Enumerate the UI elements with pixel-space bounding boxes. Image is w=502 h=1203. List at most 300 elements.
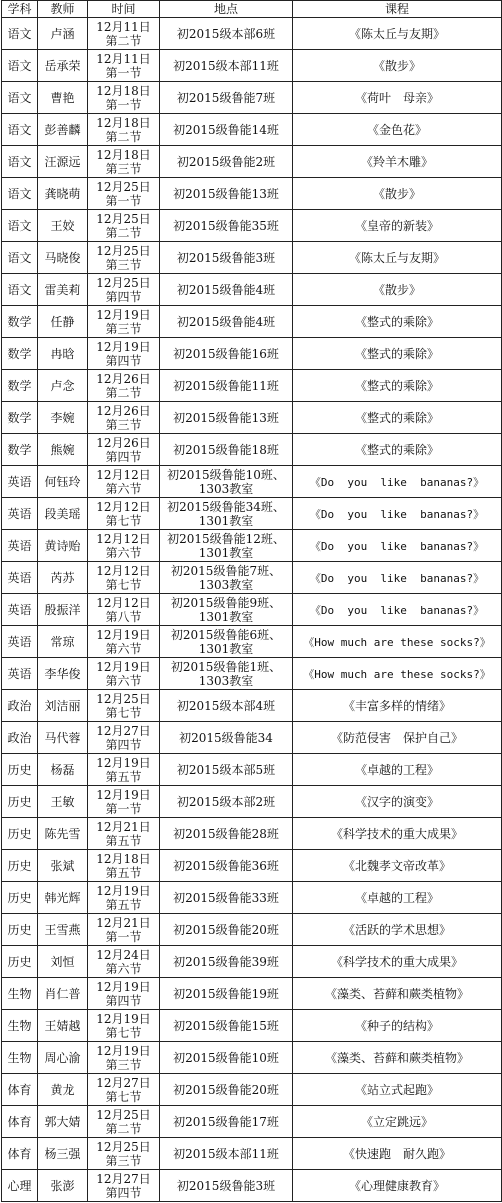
course-cell: 《科学技术的重大成果》 xyxy=(293,946,502,978)
teacher-cell: 李婉 xyxy=(38,402,88,434)
teacher-cell: 黄诗贻 xyxy=(38,530,88,562)
table-row xyxy=(2,594,502,626)
course-cell: 《卓越的工程》 xyxy=(293,882,502,914)
subject-cell: 体育 xyxy=(2,1106,38,1138)
subject-cell: 语文 xyxy=(2,178,38,210)
teacher-cell: 岳承荣 xyxy=(38,50,88,82)
period-text: 第二节 xyxy=(105,129,142,144)
subject-cell: 英语 xyxy=(2,658,38,690)
period-text: 第四节 xyxy=(105,289,142,304)
period-text: 第四节 xyxy=(105,993,142,1008)
period-text: 第五节 xyxy=(105,769,142,784)
time-cell xyxy=(88,306,160,338)
header-teacher: 教师 xyxy=(38,1,88,18)
place-line-1: 初2015级本部11班 xyxy=(173,1146,279,1161)
time-cell xyxy=(88,882,160,914)
date-text: 12月27日 xyxy=(96,1075,151,1090)
place-cell xyxy=(160,82,293,114)
subject-cell: 语文 xyxy=(2,146,38,178)
course-cell: 《荷叶 母亲》 xyxy=(293,82,502,114)
time-cell xyxy=(88,1106,160,1138)
place-line-1: 初2015级鲁能18班 xyxy=(173,442,279,457)
teacher-cell: 王敏 xyxy=(38,786,88,818)
subject-cell: 语文 xyxy=(2,210,38,242)
time-cell xyxy=(88,626,160,658)
teacher-cell: 王姣 xyxy=(38,210,88,242)
course-cell: 《Do you like bananas?》 xyxy=(293,466,502,498)
course-cell: 《整式的乘除》 xyxy=(293,306,502,338)
teacher-cell: 王雪燕 xyxy=(38,914,88,946)
course-cell: 《活跃的学术思想》 xyxy=(293,914,502,946)
table-row xyxy=(2,722,502,754)
subject-cell: 语文 xyxy=(2,82,38,114)
date-text: 12月26日 xyxy=(96,403,151,418)
date-text: 12月27日 xyxy=(96,1171,151,1186)
table-row xyxy=(2,1074,502,1106)
subject-cell: 历史 xyxy=(2,754,38,786)
period-text: 第七节 xyxy=(105,1025,142,1040)
teacher-cell: 马代蓉 xyxy=(38,722,88,754)
period-text: 第五节 xyxy=(105,833,142,848)
subject-cell: 生物 xyxy=(2,1010,38,1042)
place-line-1: 初2015级鲁能3班 xyxy=(176,1178,276,1193)
course-cell: 《种子的结构》 xyxy=(293,1010,502,1042)
subject-cell: 政治 xyxy=(2,690,38,722)
place-line-1: 初2015级鲁能20班 xyxy=(173,922,279,937)
subject-cell: 语文 xyxy=(2,18,38,50)
course-cell: 《汉字的演变》 xyxy=(293,786,502,818)
place-cell xyxy=(160,946,293,978)
table-row xyxy=(2,114,502,146)
table-row xyxy=(2,146,502,178)
time-cell xyxy=(88,146,160,178)
subject-cell: 历史 xyxy=(2,818,38,850)
place-cell xyxy=(160,658,293,690)
place-cell xyxy=(160,146,293,178)
place-line-2: 1303教室 xyxy=(198,577,254,592)
subject-cell: 数学 xyxy=(2,434,38,466)
place-cell xyxy=(160,402,293,434)
date-text: 12月12日 xyxy=(96,531,151,546)
period-text: 第五节 xyxy=(105,897,142,912)
teacher-cell: 韩光辉 xyxy=(38,882,88,914)
table-row xyxy=(2,338,502,370)
table-row xyxy=(2,882,502,914)
date-text: 12月19日 xyxy=(96,1043,151,1058)
time-cell xyxy=(88,786,160,818)
period-text: 第二节 xyxy=(105,33,142,48)
teacher-cell: 彭善麟 xyxy=(38,114,88,146)
date-text: 12月27日 xyxy=(96,723,151,738)
teacher-cell: 常琼 xyxy=(38,626,88,658)
table-row xyxy=(2,1106,502,1138)
place-cell xyxy=(160,50,293,82)
course-cell: 《整式的乘除》 xyxy=(293,434,502,466)
course-cell: 《陈太丘与友期》 xyxy=(293,242,502,274)
date-text: 12月19日 xyxy=(96,339,151,354)
time-cell xyxy=(88,210,160,242)
date-text: 12月25日 xyxy=(96,243,151,258)
date-text: 12月18日 xyxy=(96,83,151,98)
subject-cell: 生物 xyxy=(2,978,38,1010)
place-line-1: 初2015级鲁能17班 xyxy=(173,1114,279,1129)
course-cell: 《科学技术的重大成果》 xyxy=(293,818,502,850)
time-cell xyxy=(88,466,160,498)
teacher-cell: 曹艳 xyxy=(38,82,88,114)
place-line-1: 初2015级鲁能2班 xyxy=(176,154,276,169)
teacher-cell: 李华俊 xyxy=(38,658,88,690)
place-cell xyxy=(160,722,293,754)
period-text: 第三节 xyxy=(105,257,142,272)
subject-cell: 英语 xyxy=(2,594,38,626)
table-header xyxy=(2,1,502,18)
date-text: 12月19日 xyxy=(96,787,151,802)
course-cell: 《站立式起跑》 xyxy=(293,1074,502,1106)
date-text: 12月12日 xyxy=(96,499,151,514)
time-cell xyxy=(88,1138,160,1170)
table-row xyxy=(2,850,502,882)
teacher-cell: 卢涵 xyxy=(38,18,88,50)
period-text: 第六节 xyxy=(105,673,142,688)
place-cell xyxy=(160,850,293,882)
table-row xyxy=(2,498,502,530)
table-row xyxy=(2,370,502,402)
teacher-cell: 龚晓萌 xyxy=(38,178,88,210)
date-text: 12月21日 xyxy=(96,915,151,930)
table-body xyxy=(2,18,502,1202)
subject-cell: 历史 xyxy=(2,946,38,978)
subject-cell: 数学 xyxy=(2,338,38,370)
subject-cell: 英语 xyxy=(2,466,38,498)
subject-cell: 体育 xyxy=(2,1138,38,1170)
place-cell xyxy=(160,306,293,338)
period-text: 第八节 xyxy=(105,609,142,624)
table-row xyxy=(2,530,502,562)
date-text: 12月18日 xyxy=(96,147,151,162)
place-line-1: 初2015级鲁能13班 xyxy=(173,186,279,201)
place-line-1: 初2015级本部5班 xyxy=(176,762,276,777)
teacher-cell: 周心渝 xyxy=(38,1042,88,1074)
course-cell: 《How much are these socks?》 xyxy=(293,626,502,658)
subject-cell: 数学 xyxy=(2,402,38,434)
place-line-1: 初2015级鲁能1班、 xyxy=(170,659,282,674)
date-text: 12月19日 xyxy=(96,883,151,898)
date-text: 12月25日 xyxy=(96,1139,151,1154)
header-subject: 学科 xyxy=(2,1,38,18)
teacher-cell: 殷振洋 xyxy=(38,594,88,626)
place-line-1: 初2015级鲁能10班、 xyxy=(167,467,285,482)
time-cell xyxy=(88,114,160,146)
teacher-cell: 任静 xyxy=(38,306,88,338)
header-course: 课程 xyxy=(293,1,502,18)
period-text: 第一节 xyxy=(105,97,142,112)
subject-cell: 体育 xyxy=(2,1074,38,1106)
table-row xyxy=(2,658,502,690)
subject-cell: 语文 xyxy=(2,50,38,82)
course-cell: 《散步》 xyxy=(293,178,502,210)
place-line-1: 初2015级鲁能10班 xyxy=(173,1050,279,1065)
place-line-2: 1301教室 xyxy=(198,545,254,560)
period-text: 第七节 xyxy=(105,705,142,720)
period-text: 第四节 xyxy=(105,737,142,752)
date-text: 12月19日 xyxy=(96,755,151,770)
date-text: 12月25日 xyxy=(96,691,151,706)
subject-cell: 历史 xyxy=(2,786,38,818)
teacher-cell: 王婧越 xyxy=(38,1010,88,1042)
place-cell xyxy=(160,1010,293,1042)
period-text: 第三节 xyxy=(105,1057,142,1072)
place-cell xyxy=(160,1138,293,1170)
teacher-cell: 杨三强 xyxy=(38,1138,88,1170)
table-row xyxy=(2,18,502,50)
time-cell xyxy=(88,82,160,114)
subject-cell: 数学 xyxy=(2,370,38,402)
teacher-cell: 刘恒 xyxy=(38,946,88,978)
header-place: 地点 xyxy=(160,1,293,18)
course-cell: 《心理健康教育》 xyxy=(293,1170,502,1202)
time-cell xyxy=(88,562,160,594)
place-cell xyxy=(160,242,293,274)
place-cell xyxy=(160,786,293,818)
period-text: 第七节 xyxy=(105,577,142,592)
table-row xyxy=(2,786,502,818)
date-text: 12月26日 xyxy=(96,435,151,450)
time-cell xyxy=(88,722,160,754)
date-text: 12月25日 xyxy=(96,211,151,226)
date-text: 12月24日 xyxy=(96,947,151,962)
place-cell xyxy=(160,18,293,50)
course-cell: 《How much are these socks?》 xyxy=(293,658,502,690)
time-cell xyxy=(88,754,160,786)
table-row xyxy=(2,274,502,306)
course-cell: 《藻类、苔藓和蕨类植物》 xyxy=(293,1042,502,1074)
period-text: 第三节 xyxy=(105,1153,142,1168)
table-row xyxy=(2,1010,502,1042)
teacher-cell: 肖仁普 xyxy=(38,978,88,1010)
table-row xyxy=(2,626,502,658)
place-line-2: 1301教室 xyxy=(198,641,254,656)
place-cell xyxy=(160,114,293,146)
table-row xyxy=(2,914,502,946)
place-cell xyxy=(160,626,293,658)
teacher-cell: 段美瑶 xyxy=(38,498,88,530)
table-row xyxy=(2,562,502,594)
period-text: 第一节 xyxy=(105,65,142,80)
time-cell xyxy=(88,338,160,370)
course-cell: 《整式的乘除》 xyxy=(293,370,502,402)
teacher-cell: 马晓俊 xyxy=(38,242,88,274)
place-cell xyxy=(160,882,293,914)
period-text: 第一节 xyxy=(105,193,142,208)
subject-cell: 英语 xyxy=(2,530,38,562)
place-line-1: 初2015级鲁能3班 xyxy=(176,250,276,265)
place-line-1: 初2015级鲁能19班 xyxy=(173,986,279,1001)
time-cell xyxy=(88,946,160,978)
place-line-2: 1303教室 xyxy=(198,673,254,688)
course-cell: 《羚羊木雕》 xyxy=(293,146,502,178)
place-cell xyxy=(160,1170,293,1202)
date-text: 12月25日 xyxy=(96,275,151,290)
place-line-1: 初2015级鲁能4班 xyxy=(176,314,276,329)
time-cell xyxy=(88,914,160,946)
table-row xyxy=(2,434,502,466)
place-cell xyxy=(160,274,293,306)
date-text: 12月12日 xyxy=(96,563,151,578)
place-cell xyxy=(160,338,293,370)
time-cell xyxy=(88,850,160,882)
place-cell xyxy=(160,530,293,562)
period-text: 第七节 xyxy=(105,513,142,528)
place-cell xyxy=(160,594,293,626)
place-cell xyxy=(160,466,293,498)
teacher-cell: 芮苏 xyxy=(38,562,88,594)
period-text: 第二节 xyxy=(105,1121,142,1136)
place-cell xyxy=(160,562,293,594)
teacher-cell: 雷美莉 xyxy=(38,274,88,306)
place-line-1: 初2015级鲁能36班 xyxy=(173,858,279,873)
table-row xyxy=(2,402,502,434)
header-time: 时间 xyxy=(88,1,160,18)
period-text: 第三节 xyxy=(105,161,142,176)
period-text: 第三节 xyxy=(105,417,142,432)
place-cell xyxy=(160,210,293,242)
place-cell xyxy=(160,434,293,466)
place-line-1: 初2015级本部2班 xyxy=(176,794,276,809)
date-text: 12月26日 xyxy=(96,371,151,386)
place-cell xyxy=(160,1042,293,1074)
teacher-cell: 陈先雪 xyxy=(38,818,88,850)
place-cell xyxy=(160,754,293,786)
table-row xyxy=(2,754,502,786)
date-text: 12月11日 xyxy=(96,19,151,34)
course-cell: 《Do you like bananas?》 xyxy=(293,594,502,626)
course-cell: 《防范侵害 保护自己》 xyxy=(293,722,502,754)
course-cell: 《整式的乘除》 xyxy=(293,338,502,370)
table-row xyxy=(2,946,502,978)
date-text: 12月12日 xyxy=(96,595,151,610)
period-text: 第一节 xyxy=(105,929,142,944)
subject-cell: 数学 xyxy=(2,306,38,338)
course-cell: 《藻类、苔藓和蕨类植物》 xyxy=(293,978,502,1010)
teacher-cell: 冉晗 xyxy=(38,338,88,370)
table-row xyxy=(2,306,502,338)
date-text: 12月18日 xyxy=(96,851,151,866)
subject-cell: 政治 xyxy=(2,722,38,754)
place-line-1: 初2015级鲁能14班 xyxy=(173,122,279,137)
time-cell xyxy=(88,594,160,626)
teacher-cell: 张斌 xyxy=(38,850,88,882)
date-text: 12月19日 xyxy=(96,979,151,994)
subject-cell: 历史 xyxy=(2,914,38,946)
place-line-1: 初2015级鲁能35班 xyxy=(173,218,279,233)
course-cell: 《北魏孝文帝改革》 xyxy=(293,850,502,882)
teacher-cell: 卢念 xyxy=(38,370,88,402)
place-line-1: 初2015级鲁能9班、 xyxy=(170,595,282,610)
place-line-1: 初2015级本部11班 xyxy=(173,58,279,73)
period-text: 第二节 xyxy=(105,225,142,240)
header-row xyxy=(2,1,502,18)
course-cell: 《Do you like bananas?》 xyxy=(293,562,502,594)
place-line-1: 初2015级鲁能11班 xyxy=(173,378,279,393)
subject-cell: 生物 xyxy=(2,1042,38,1074)
place-line-1: 初2015级鲁能34 xyxy=(179,730,273,745)
time-cell xyxy=(88,242,160,274)
time-cell xyxy=(88,818,160,850)
teacher-cell: 张澎 xyxy=(38,1170,88,1202)
date-text: 12月25日 xyxy=(96,179,151,194)
period-text: 第六节 xyxy=(105,481,142,496)
course-cell: 《Do you like bananas?》 xyxy=(293,530,502,562)
period-text: 第七节 xyxy=(105,1089,142,1104)
time-cell xyxy=(88,1042,160,1074)
subject-cell: 语文 xyxy=(2,242,38,274)
course-cell: 《立定跳远》 xyxy=(293,1106,502,1138)
place-cell xyxy=(160,818,293,850)
time-cell xyxy=(88,370,160,402)
period-text: 第五节 xyxy=(105,865,142,880)
place-cell xyxy=(160,178,293,210)
subject-cell: 心理 xyxy=(2,1170,38,1202)
time-cell xyxy=(88,178,160,210)
course-cell: 《散步》 xyxy=(293,274,502,306)
date-text: 12月19日 xyxy=(96,307,151,322)
date-text: 12月19日 xyxy=(96,659,151,674)
teacher-cell: 何钰玲 xyxy=(38,466,88,498)
time-cell xyxy=(88,978,160,1010)
course-cell: 《陈太丘与友期》 xyxy=(293,18,502,50)
date-text: 12月12日 xyxy=(96,467,151,482)
time-cell xyxy=(88,690,160,722)
time-cell xyxy=(88,530,160,562)
table-row xyxy=(2,50,502,82)
place-line-1: 初2015级鲁能7班 xyxy=(176,90,276,105)
subject-cell: 英语 xyxy=(2,498,38,530)
time-cell xyxy=(88,274,160,306)
period-text: 第六节 xyxy=(105,641,142,656)
table-row xyxy=(2,466,502,498)
subject-cell: 语文 xyxy=(2,114,38,146)
table-row xyxy=(2,690,502,722)
place-line-1: 初2015级鲁能12班、 xyxy=(167,531,285,546)
place-line-1: 初2015级本部4班 xyxy=(176,698,276,713)
place-line-1: 初2015级鲁能16班 xyxy=(173,346,279,361)
time-cell xyxy=(88,402,160,434)
place-line-1: 初2015级鲁能28班 xyxy=(173,826,279,841)
period-text: 第四节 xyxy=(105,353,142,368)
course-cell: 《快速跑 耐久跑》 xyxy=(293,1138,502,1170)
time-cell xyxy=(88,1170,160,1202)
time-cell xyxy=(88,50,160,82)
place-line-1: 初2015级鲁能4班 xyxy=(176,282,276,297)
course-cell: 《Do you like bananas?》 xyxy=(293,498,502,530)
time-cell xyxy=(88,1074,160,1106)
course-cell: 《整式的乘除》 xyxy=(293,402,502,434)
subject-cell: 语文 xyxy=(2,274,38,306)
place-cell xyxy=(160,1106,293,1138)
teacher-cell: 熊婉 xyxy=(38,434,88,466)
table-row xyxy=(2,178,502,210)
course-cell: 《丰富多样的情绪》 xyxy=(293,690,502,722)
period-text: 第四节 xyxy=(105,1185,142,1200)
place-line-1: 初2015级鲁能7班、 xyxy=(170,563,282,578)
table-row xyxy=(2,242,502,274)
period-text: 第六节 xyxy=(105,961,142,976)
table-row xyxy=(2,818,502,850)
subject-cell: 历史 xyxy=(2,850,38,882)
course-cell: 《皇帝的新装》 xyxy=(293,210,502,242)
time-cell xyxy=(88,434,160,466)
date-text: 12月21日 xyxy=(96,819,151,834)
